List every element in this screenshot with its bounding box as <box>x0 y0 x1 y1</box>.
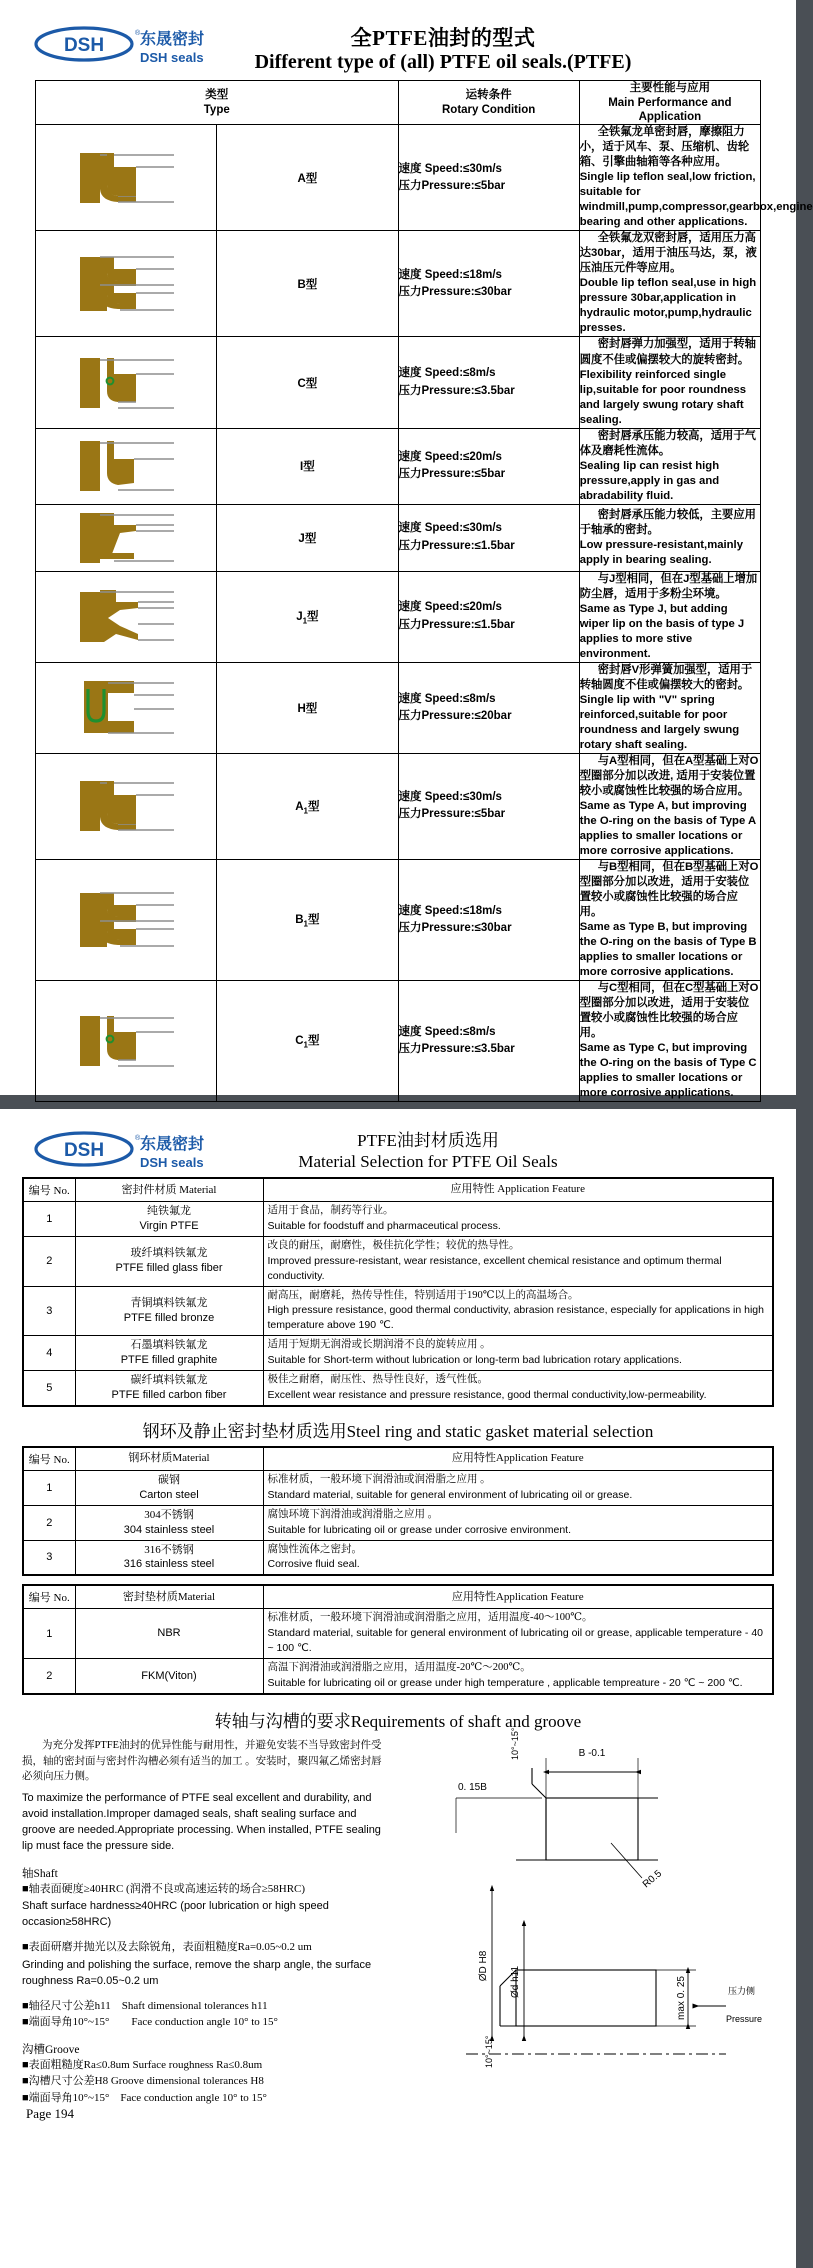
description-cell <box>579 981 760 1102</box>
page-1 <box>0 0 813 1100</box>
speed-value: 速度 Speed:≤18m/s <box>398 904 502 917</box>
requirements-title: 转轴与沟槽的要求Requirements of shaft and groove <box>214 1711 582 1731</box>
feature-cn: 高温下润滑油或润滑脂之应用，适用温度-20℃～200℃。 <box>267 1662 531 1674</box>
type-label-cell: $C_1$型 <box>217 981 398 1102</box>
seal-profile-cell <box>36 337 217 428</box>
condition-cell <box>398 859 579 980</box>
requirements-intro-en: To maximize the performance of PTFE seal excellent and durability, and avoid installation.Improper damaged seals, shaft sealing surface and groove are needed.Appropriate processing. When installed, PTFE sealing lip must face the pressure side. <box>22 1792 381 1852</box>
feature-cn: 适用于食品，制药等行业。 <box>267 1205 394 1216</box>
type-label-cell: $J_1$型 <box>217 571 398 662</box>
speed-value: 速度 Speed:≤20m/s <box>398 601 502 614</box>
description-cell <box>579 571 760 662</box>
condition-cell <box>398 428 579 504</box>
speed-value: 速度 Speed:≤30m/s <box>398 162 502 175</box>
svg-text:DSH seals: DSH seals <box>140 50 204 65</box>
seal-profile-icon <box>36 584 216 650</box>
dim-d-h11-label: Ød h11 <box>510 1965 521 1998</box>
pressure-value: 压力Pressure:≤1.5bar <box>398 539 515 552</box>
dsh-logo-2 <box>0 1131 205 1177</box>
feature-en: Suitable for Short-term without lubrication or long-term bad lubrication rotary applications. <box>267 1354 682 1367</box>
svg-text:东晟密封: 东晟密封 <box>140 31 205 48</box>
feature-cell <box>263 1202 773 1237</box>
type-label-cell: $B_1$型 <box>217 859 398 980</box>
feature-en: Suitable for lubricating oil or grease under high temperature , applicable tempreature - 20 ℃ ~ 200 ℃. <box>267 1676 743 1689</box>
shaft-line-1: ■端面导角10°~15° Face conduction angle 10° to 15° <box>22 2016 278 2029</box>
feature-cell <box>263 1470 773 1505</box>
type-label-cell: C型 <box>217 337 398 428</box>
row-number: 5 <box>23 1371 75 1406</box>
pressure-value: 压力Pressure:≤30bar <box>398 285 512 298</box>
steel-rows <box>23 1470 773 1575</box>
pressure-value: 压力Pressure:≤5bar <box>398 179 506 192</box>
steel-ring-table <box>22 1446 774 1576</box>
material-cell <box>75 1236 263 1286</box>
feature-cn: 标准材质，一般环境下润滑油或润滑脂之应用，适用温度-40～100℃。 <box>267 1612 593 1624</box>
seal-profile-icon <box>36 251 216 317</box>
description-cn: 与J型相同，但在J型基础上增加防尘唇，适用于多粉尘环境。 <box>579 572 758 600</box>
shaft-item-0-cn: ■轴表面硬度≥40HRC (润滑不良或高速运转的场合≥58HRC) <box>22 1882 306 1895</box>
groove-line-2: ■端面导角10°~15° Face conduction angle 10° to 15° <box>22 2091 267 2104</box>
seal-profile-icon <box>36 505 216 571</box>
seal-profile-icon <box>36 887 216 953</box>
condition-cell <box>398 125 579 231</box>
table-row <box>23 1505 773 1540</box>
gasket-table <box>22 1584 774 1695</box>
feature-en: High pressure resistance, good thermal conductivity, abrasion resistance, especially for applications in high temperature above 190 ℃. <box>267 1304 764 1332</box>
header-description <box>579 81 760 125</box>
page2-page-number: Page 194 <box>26 2106 75 2122</box>
material-name-cn: 304不锈钢 <box>144 1508 194 1521</box>
svg-text:®: ® <box>135 1135 141 1142</box>
page1-title-en: Different type of (all) PTFE oil seals.(PTFE) <box>254 51 632 74</box>
material-cell <box>75 1659 263 1694</box>
pressure-value: 压力Pressure:≤30bar <box>398 922 512 935</box>
condition-cell <box>398 571 579 662</box>
header-condition <box>398 81 579 125</box>
table-row <box>23 1659 773 1694</box>
speed-value: 速度 Speed:≤8m/s <box>398 367 496 380</box>
material-name-en: PTFE filled graphite <box>120 1354 218 1367</box>
seal-profile-icon <box>36 675 216 741</box>
seal-profile-icon <box>36 350 216 416</box>
type-label-cell: B型 <box>217 231 398 337</box>
description-en: Double lip teflon seal,use in high pressure 30bar,application in hydraulic motor,pump,hydraulic presses. <box>579 277 757 335</box>
material-name-en: NBR <box>157 1627 181 1640</box>
feature-en: Suitable for foodstuff and pharmaceutical process. <box>267 1219 501 1232</box>
description-en: Same as Type B, but improving the O-ring on the basis of Type B applies to smaller locations or more corrosive applications. <box>579 921 757 979</box>
description-cn: 与C型相同，但在C型基础上对O型圈部分加以改进，适用于安装位置较小或腐蚀性比较强的场合应用。 <box>579 982 759 1040</box>
table-row <box>23 1202 773 1237</box>
table-row <box>23 1609 773 1659</box>
table-row <box>36 753 761 859</box>
seal-profile-cell <box>36 662 217 753</box>
feature-cell <box>263 1659 773 1694</box>
material-name-en: Virgin PTFE <box>139 1219 199 1232</box>
description-cell <box>579 662 760 753</box>
description-cell <box>579 428 760 504</box>
material-name-cn: 石墨填料铁氟龙 <box>130 1339 208 1352</box>
feature-cell <box>263 1371 773 1406</box>
description-cell <box>579 337 760 428</box>
material-cell <box>75 1540 263 1575</box>
speed-value: 速度 Speed:≤18m/s <box>398 268 502 281</box>
shaft-item-0-en: Shaft surface hardness≥40HRC (poor lubrication or high speed occasion≥58HRC) <box>22 1900 329 1929</box>
material-name-en: 316 stainless steel <box>123 1558 215 1571</box>
material-cell <box>75 1470 263 1505</box>
description-cn: 密封唇承压能力较高，适用于气体及磨耗性流体。 <box>579 429 756 457</box>
seal-profile-icon <box>36 773 216 839</box>
gasket-header-row <box>23 1585 773 1609</box>
dsh-logo <box>0 26 205 72</box>
description-cell <box>579 231 760 337</box>
description-en: Low pressure-resistant,mainly apply in bearing sealing. <box>579 538 743 566</box>
seal-material-header-feature: 应用特性 Application Feature <box>263 1178 773 1202</box>
shaft-groove-diagram <box>396 1727 778 2133</box>
feature-cn: 标准材质，一般环境下润滑油或润滑脂之应用 。 <box>267 1473 491 1485</box>
table-row <box>36 231 761 337</box>
svg-text:®: ® <box>135 30 141 37</box>
condition-cell <box>398 337 579 428</box>
material-name-cn: 纯铁氟龙 <box>147 1205 191 1218</box>
dim-b-label: B -0.1 <box>578 1747 606 1759</box>
gasket-rows <box>23 1609 773 1694</box>
requirements-wrapper <box>0 1727 796 2133</box>
angle-bottom-label: 10°~15° <box>484 2035 494 2068</box>
ptfe-type-table <box>35 80 813 1102</box>
pressure-value: 压力Pressure:≤1.5bar <box>398 618 515 631</box>
description-cell <box>579 125 813 231</box>
shaft-groove-diagram-svg <box>396 1727 766 2128</box>
row-number: 3 <box>23 1540 75 1575</box>
table-row <box>36 981 761 1102</box>
material-name-cn: 碳纤填料铁氟龙 <box>130 1374 208 1387</box>
seal-material-header-no: 编号 No. <box>23 1178 75 1202</box>
groove-line-0: ■表面粗糙度Ra≤0.8um Surface roughness Ra≤0.8um <box>22 2058 263 2071</box>
seal-profile-cell <box>36 571 217 662</box>
dim-d-h8-label: ØD H8 <box>478 1950 489 1982</box>
page2-titles <box>180 1131 796 1173</box>
material-name-cn: 玻纤填料铁氟龙 <box>130 1247 208 1260</box>
description-en: Sealing lip can resist high pressure,apply in gas and abradability fluid. <box>579 459 720 502</box>
shaft-line-0: ■轴径尺寸公差h11 Shaft dimensional tolerances h11 <box>22 1999 268 2012</box>
row-number: 2 <box>23 1236 75 1286</box>
speed-value: 速度 Speed:≤20m/s <box>398 450 502 463</box>
svg-text:DSH seals: DSH seals <box>140 1155 204 1170</box>
table-row <box>36 337 761 428</box>
feature-cn: 腐蚀环境下润滑油或润滑脂之应用 。 <box>267 1508 439 1520</box>
gasket-header-material: 密封垫材质Material <box>75 1585 263 1609</box>
gasket-header-feature: 应用特性Application Feature <box>263 1585 773 1609</box>
condition-cell <box>398 662 579 753</box>
material-name-en: 304 stainless steel <box>123 1523 215 1536</box>
pressure-value: 压力Pressure:≤3.5bar <box>398 1043 515 1056</box>
description-cn: 与A型相同，但在A型基础上对O型圈部分加以改进, 适用于安装位置较小或腐蚀性比较强的场合应用。 <box>579 754 759 797</box>
seal-material-header-row <box>23 1178 773 1202</box>
table-row <box>23 1470 773 1505</box>
feature-cell <box>263 1609 773 1659</box>
description-cell <box>579 753 760 859</box>
table-row <box>23 1336 773 1371</box>
description-cn: 密封唇V形弹簧加强型，适用于转轴圆度不佳或偏摆较大的密封。 <box>579 663 753 691</box>
svg-text:DSH: DSH <box>63 35 105 56</box>
type-label-cell: I型 <box>217 428 398 504</box>
material-name-cn: 碳钢 <box>158 1473 180 1486</box>
steel-section-title: 钢环及静止密封垫材质选用Steel ring and static gasket material selection <box>142 1421 654 1441</box>
dim-r05-label: R0.5 <box>640 1868 665 1891</box>
type-label-cell: A型 <box>217 125 398 231</box>
steel-header-row <box>23 1447 773 1471</box>
svg-text:东晟密封: 东晟密封 <box>140 1136 205 1153</box>
table-row <box>23 1371 773 1406</box>
speed-value: 速度 Speed:≤8m/s <box>398 692 496 705</box>
description-en: Same as Type J, but adding wiper lip on the basis of type J applies to more stive environment. <box>579 602 745 660</box>
steel-header-no: 编号 No. <box>23 1447 75 1471</box>
description-cn: 密封唇弹力加强型，适用于转轴圆度不佳或偏摆较大的旋转密封。 <box>579 338 756 366</box>
seal-material-header-material: 密封件材质 Material <box>75 1178 263 1202</box>
feature-cn: 适用于短期无润滑或长期润滑不良的旋转应用 。 <box>267 1339 491 1351</box>
table-row <box>23 1286 773 1336</box>
table-row <box>36 662 761 753</box>
angle-top-label: 10°~15° <box>510 1727 520 1760</box>
seal-profile-cell <box>36 428 217 504</box>
header-condition-en: Rotary Condition <box>441 103 536 116</box>
feature-cn: 极佳之耐磨，耐压性、热导性良好，透气性低。 <box>267 1374 488 1386</box>
material-cell <box>75 1505 263 1540</box>
description-cn: 密封唇承压能力较低，主要应用于轴承的密封。 <box>579 508 756 536</box>
table-row <box>36 859 761 980</box>
description-en: Same as Type C, but improving the O-ring on the basis of Type C applies to smaller locations or more corrosive applications. <box>579 1042 757 1100</box>
row-number: 2 <box>23 1659 75 1694</box>
material-cell <box>75 1286 263 1336</box>
page2-title-cn: PTFE油封材质选用 <box>357 1131 499 1150</box>
condition-cell <box>398 753 579 859</box>
condition-cell <box>398 981 579 1102</box>
feature-en: Suitable for lubricating oil or grease under corrosive environment. <box>267 1523 571 1536</box>
feature-cn: 改良的耐压，耐磨性，极佳抗化学性；较优的热导性。 <box>267 1239 520 1251</box>
seal-profile-icon <box>36 1008 216 1074</box>
material-name-cn: 316不锈钢 <box>144 1543 194 1556</box>
material-cell <box>75 1609 263 1659</box>
feature-en: Corrosive fluid seal. <box>267 1558 360 1571</box>
material-cell <box>75 1336 263 1371</box>
page1-title-cn: 全PTFE油封的型式 <box>350 26 536 50</box>
material-name-en: PTFE filled bronze <box>123 1311 215 1324</box>
steel-header-material: 钢环材质Material <box>75 1447 263 1471</box>
table-row <box>36 571 761 662</box>
description-en: Single lip teflon seal,low friction, suitable for windmill,pump,compressor,gearbox,engine bearing and other applications. <box>579 171 813 229</box>
header-description-en: Main Performance and Application <box>608 96 732 123</box>
dsh-logo-icon-2 <box>34 1131 204 1177</box>
dsh-logo-icon <box>34 26 204 72</box>
seal-profile-cell <box>36 981 217 1102</box>
dim-max025-label: max 0. 25 <box>676 1975 687 2020</box>
feature-cn: 腐蚀性流体之密封。 <box>267 1543 362 1555</box>
feature-cn: 耐高压，耐磨耗，热传导性佳，特别适用于190℃以上的高温场合。 <box>267 1289 579 1301</box>
pressure-side-en: Pressure <box>726 2013 763 2024</box>
row-number: 3 <box>23 1286 75 1336</box>
description-cn: 与B型相同，但在B型基础上对O型圈部分加以改进，适用于安装位置较小或腐蚀性比较强的场合应用。 <box>579 860 759 918</box>
seal-profile-cell <box>36 504 217 571</box>
description-en: Single lip with "V" spring reinforced,suitable for poor roundness and largely swung rotary shaft sealing. <box>579 693 740 751</box>
feature-cell <box>263 1286 773 1336</box>
description-en: Same as Type A, but improving the O-ring on the basis of Type A applies to smaller locations or more corrosive applications. <box>579 799 756 857</box>
feature-en: Standard material, suitable for general environment of lubricating oil or grease, applicable temperature - 40 ~ 100 ℃. <box>267 1627 764 1655</box>
page-2 <box>0 1109 796 2268</box>
feature-cell <box>263 1540 773 1575</box>
shaft-item-1-en: Grinding and polishing the surface, remove the sharp angle, the surface roughness Ra=0.05~0.2 um <box>22 1958 372 1987</box>
gasket-header-no: 编号 No. <box>23 1585 75 1609</box>
table-row <box>23 1236 773 1286</box>
type-label-cell: J型 <box>217 504 398 571</box>
row-number: 2 <box>23 1505 75 1540</box>
requirements-text-column <box>22 1738 390 2133</box>
table-spacer <box>0 1576 796 1584</box>
material-cell <box>75 1371 263 1406</box>
feature-en: Excellent wear resistance and pressure resistance, good thermal conductivity,low-permeability. <box>267 1388 707 1401</box>
pressure-value: 压力Pressure:≤5bar <box>398 808 506 821</box>
shaft-item-1-cn: ■表面研磨并抛光以及去除锐角，表面粗糙度Ra=0.05~0.2 um <box>22 1941 312 1954</box>
feature-en: Standard material, suitable for general environment of lubricating oil or grease. <box>267 1488 633 1501</box>
speed-value: 速度 Speed:≤30m/s <box>398 522 502 535</box>
feature-cell <box>263 1505 773 1540</box>
seal-material-table <box>22 1177 774 1407</box>
dim-015b-label: 0. 15B <box>458 1781 487 1793</box>
header-type-en: Type <box>203 103 230 116</box>
description-cn: 全铁氟龙双密封唇，适用压力高达30bar，适用于油压马达，泵，液压油压元件等应用。 <box>579 232 757 275</box>
header-type <box>36 81 399 125</box>
seal-material-rows <box>23 1202 773 1406</box>
seal-profile-icon <box>36 145 216 211</box>
pressure-side-cn: 压力侧 <box>728 1985 756 1996</box>
row-number: 1 <box>23 1202 75 1237</box>
table-row <box>36 504 761 571</box>
row-number: 4 <box>23 1336 75 1371</box>
shaft-heading: 轴Shaft <box>22 1867 58 1880</box>
header-description-cn: 主要性能与应用 <box>629 82 711 95</box>
description-cell <box>579 859 760 980</box>
description-cell <box>579 504 760 571</box>
condition-cell <box>398 231 579 337</box>
page2-header <box>0 1109 796 1177</box>
description-en: Flexibility reinforced single lip,suitable for poor roundness and largely swung rotary shaft sealing. <box>579 368 747 426</box>
groove-heading: 沟槽Groove <box>22 2043 80 2056</box>
requirements-intro-cn: 为充分发挥PTFE油封的优异性能与耐用性，并避免安装不当导致密封件受损，轴的密封面与密封件沟槽必须有适当的加工 。安装时，聚四氟乙烯密封唇必须向压力侧。 <box>22 1739 382 1783</box>
header-type-cn: 类型 <box>205 89 229 102</box>
groove-line-1: ■沟槽尺寸公差H8 Groove dimensional tolerances H8 <box>22 2075 264 2088</box>
row-number: 1 <box>23 1470 75 1505</box>
table-row <box>23 1540 773 1575</box>
feature-cell <box>263 1236 773 1286</box>
header-condition-cn: 运转条件 <box>465 89 512 102</box>
pressure-value: 压力Pressure:≤20bar <box>398 709 512 722</box>
table-header-row <box>36 81 761 125</box>
material-name-en: Carton steel <box>139 1488 199 1501</box>
material-name-en: PTFE filled glass fiber <box>115 1262 223 1275</box>
seal-profile-icon <box>36 433 216 499</box>
material-name-cn: 青铜填料铁氟龙 <box>130 1297 208 1310</box>
feature-en: Improved pressure-resistant, wear resistance, excellent chemical resistance and optimum thermal conductivity. <box>267 1254 722 1282</box>
type-label-cell: H型 <box>217 662 398 753</box>
svg-text:DSH: DSH <box>63 1140 105 1161</box>
condition-cell <box>398 504 579 571</box>
type-label-cell: $A_1$型 <box>217 753 398 859</box>
seal-profile-cell <box>36 125 217 231</box>
table-row <box>36 125 761 231</box>
steel-header-feature: 应用特性Application Feature <box>263 1447 773 1471</box>
material-name-en: FKM(Viton) <box>141 1669 197 1682</box>
pressure-value: 压力Pressure:≤3.5bar <box>398 384 515 397</box>
speed-value: 速度 Speed:≤30m/s <box>398 791 502 804</box>
description-cn: 全铁氟龙单密封唇，摩擦阻力小，适于风车、泵、压缩机、齿轮箱、引擎曲轴箱等各种应用。 <box>579 126 750 169</box>
page1-header <box>0 0 796 74</box>
material-name-en: PTFE filled carbon fiber <box>111 1388 227 1401</box>
page2-title-en: Material Selection for PTFE Oil Seals <box>298 1152 558 1172</box>
type-rows-body <box>36 125 813 1102</box>
speed-value: 速度 Speed:≤8m/s <box>398 1025 496 1038</box>
page1-titles <box>180 26 796 74</box>
seal-profile-cell <box>36 231 217 337</box>
row-number: 1 <box>23 1609 75 1659</box>
material-cell <box>75 1202 263 1237</box>
pressure-value: 压力Pressure:≤5bar <box>398 468 506 481</box>
seal-profile-cell <box>36 859 217 980</box>
feature-cell <box>263 1336 773 1371</box>
seal-profile-cell <box>36 753 217 859</box>
table-row <box>36 428 761 504</box>
